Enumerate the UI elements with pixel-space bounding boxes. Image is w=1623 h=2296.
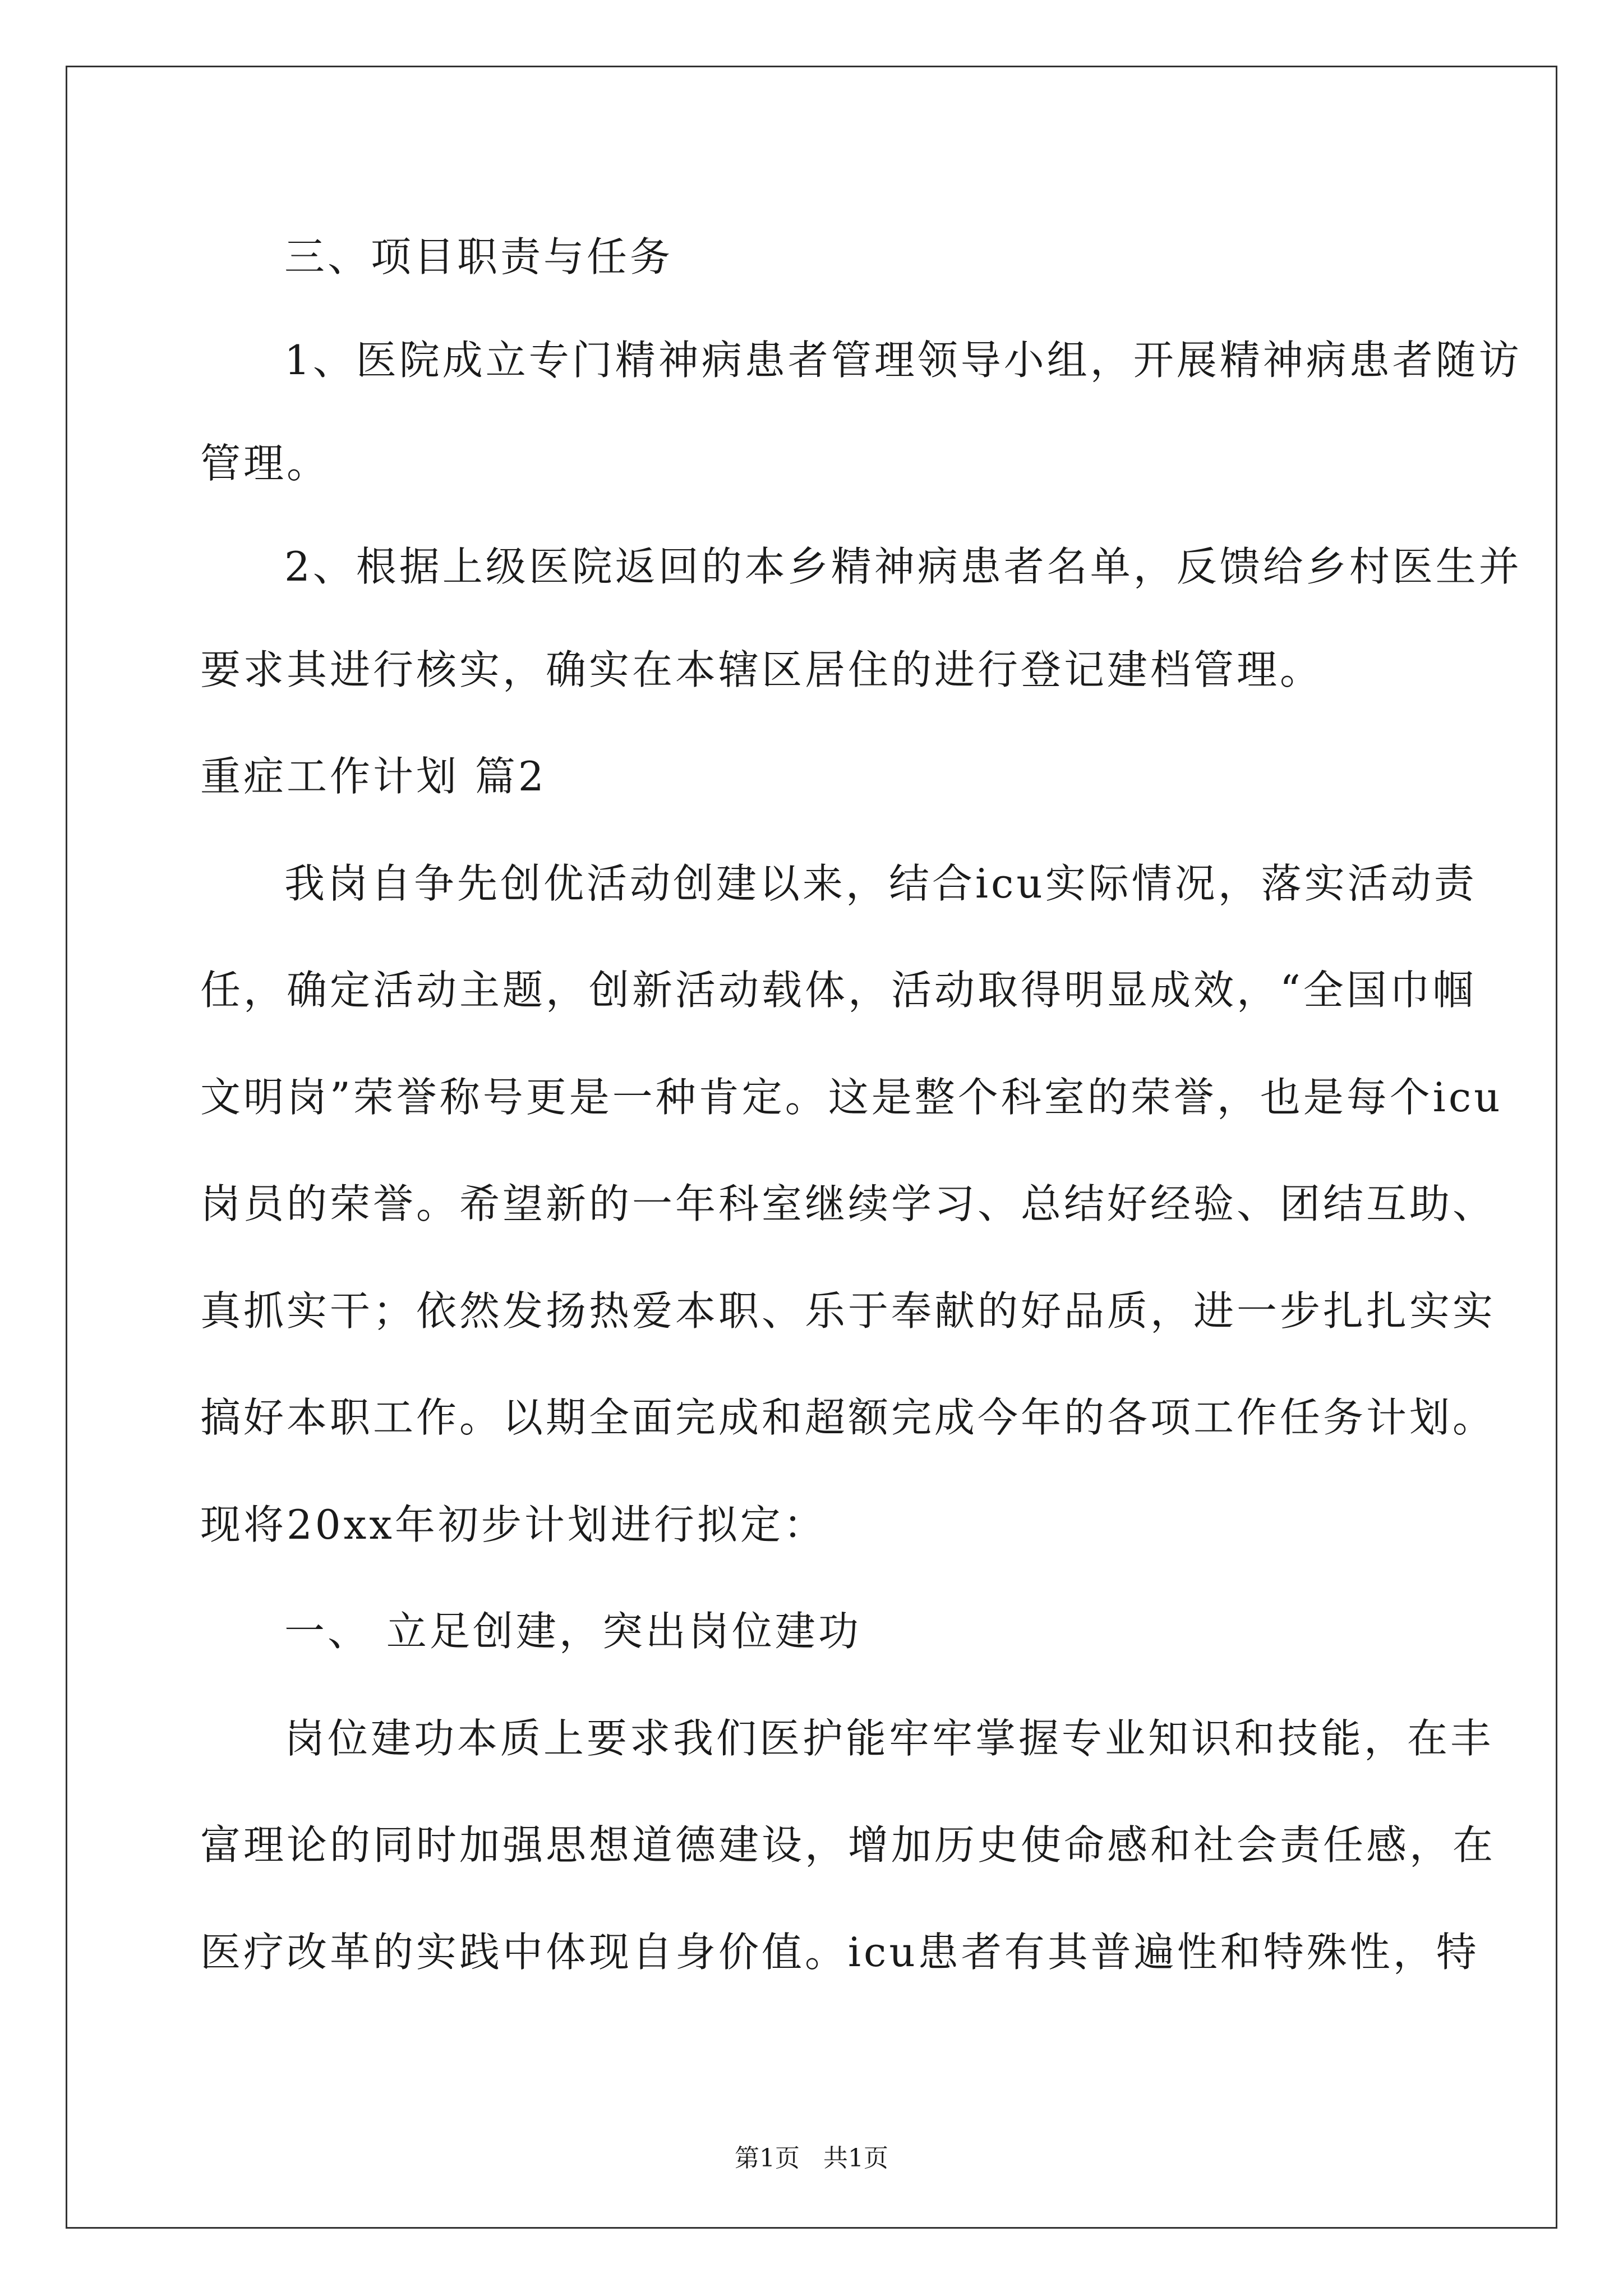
- paragraph-line: 管理。: [200, 440, 330, 487]
- paragraph-line: 1、医院成立专门精神病患者管理领导小组，开展精神病患者随访: [284, 337, 1522, 384]
- paragraph-line: 富理论的同时加强思想道德建设，增加历史使命感和社会责任感，在: [200, 1821, 1496, 1869]
- paragraph-line: 文明岗”荣誉称号更是一种肯定。这是整个科室的荣誉，也是每个icu: [200, 1074, 1503, 1121]
- paragraph-line: 搞好本职工作。以期全面完成和超额完成今年的各项工作任务计划。: [200, 1394, 1496, 1441]
- paragraph-line: 现将20xx年初步计划进行拟定：: [200, 1501, 827, 1548]
- page-footer: [0, 2142, 1623, 2175]
- page-number: 第1页: [735, 2144, 800, 2173]
- paragraph-line: 岗员的荣誉。希望新的一年科室继续学习、总结好经验、团结互助、: [200, 1180, 1496, 1227]
- paragraph-line: 要求其进行核实，确实在本辖区居住的进行登记建档管理。: [200, 646, 1324, 693]
- paragraph-line: 我岗自争先创优活动创建以来，结合icu实际情况，落实活动责: [284, 860, 1477, 907]
- page-total: 共1页: [823, 2144, 888, 2173]
- section-heading: 三、项目职责与任务: [284, 233, 674, 280]
- paragraph-line: 2、根据上级医院返回的本乡精神病患者名单，反馈给乡村医生并: [284, 543, 1522, 590]
- page-border: [66, 66, 1557, 2229]
- paragraph-line: 医疗改革的实践中体现自身价值。icu患者有其普遍性和特殊性，特: [200, 1929, 1479, 1976]
- paragraph-line: 岗位建功本质上要求我们医护能牢牢掌握专业知识和技能，在丰: [284, 1715, 1494, 1762]
- paragraph-line: 任，确定活动主题，创新活动载体，活动取得明显成效，“全国巾帼: [200, 967, 1476, 1014]
- paragraph-line: 真抓实干；依然发扬热爱本职、乐于奉献的好品质，进一步扎扎实实: [200, 1287, 1496, 1335]
- article-title: 重症工作计划 篇2: [200, 753, 547, 800]
- section-heading: 一、 立足创建，突出岗位建功: [284, 1608, 861, 1655]
